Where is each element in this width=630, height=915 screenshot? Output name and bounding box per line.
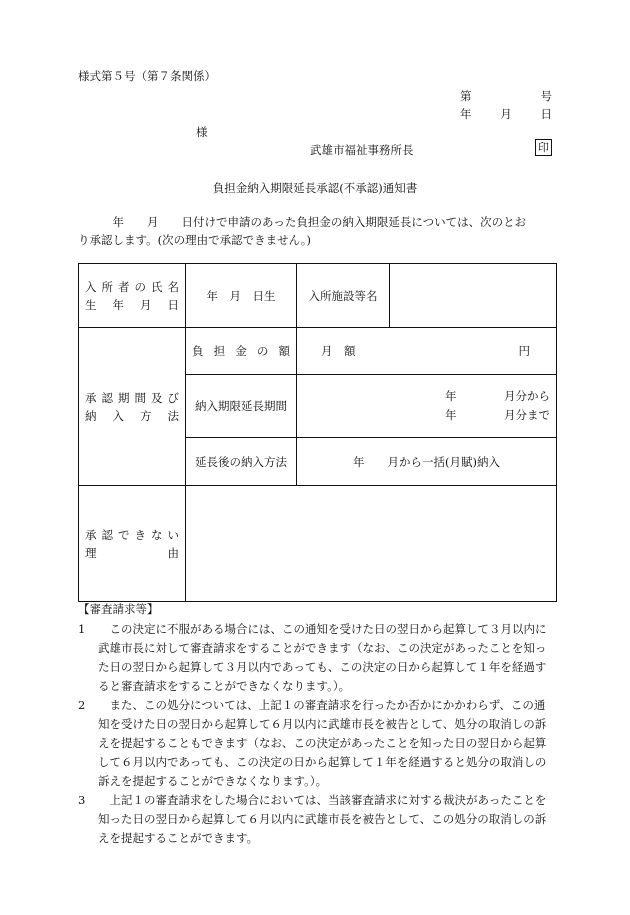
body-text — [78, 213, 556, 249]
label-char: 負 — [192, 344, 204, 358]
body-line-2: り承認します。(次の理由で承認できません。) — [78, 233, 311, 247]
label-char: の — [256, 344, 269, 358]
reason-label-line-1 — [85, 526, 179, 544]
birth-date-cell: 年 月 日生 — [186, 264, 297, 328]
label-char: 方 — [140, 408, 152, 423]
addressee: 様 — [196, 125, 208, 139]
label-char: 名 — [167, 279, 179, 294]
label-char: 認 — [101, 527, 113, 542]
review-clause — [78, 696, 556, 791]
seal-mark: 印 — [535, 139, 552, 156]
extension-period-label: 納入期限延長期間 — [186, 375, 297, 438]
number-prefix: 第 — [460, 89, 472, 103]
facility-value — [390, 264, 557, 328]
label-char: 年 — [112, 297, 124, 312]
reason-label-line-2 — [85, 544, 179, 562]
payment-method-label: 延長後の納入方法 — [186, 438, 297, 486]
label-char: 入 — [85, 279, 97, 294]
extension-period-value — [297, 375, 557, 438]
label-char: 期 — [118, 390, 130, 405]
date-day: 日 — [540, 107, 552, 121]
label-char: 者 — [118, 279, 130, 294]
label-char: 理 — [85, 545, 97, 560]
extension-period-rows — [297, 386, 556, 426]
label-char: い — [167, 527, 179, 542]
label-char: 額 — [278, 344, 290, 358]
resident-label — [79, 264, 186, 328]
label-char: 金 — [235, 344, 247, 358]
clause-text: この決定に不服がある場合には、この通知を受けた日の翌日から起算して３月以内に武雄市長に対して審査請求をすることができます（なお、この決定があったことを知った日の翌日から起算して３月以内であっても、この決定の日から起算して１年を経過すると審査請求をすることができなくなります。）。 — [98, 622, 547, 693]
form-number: 様式第５号（第７条関係） — [78, 69, 216, 83]
label-char: 法 — [167, 408, 179, 423]
payment-method-value: 年 月から一括(月賦)納入 — [297, 438, 557, 486]
to-year: 年 — [445, 408, 457, 422]
label-char: 認 — [101, 390, 113, 405]
approval-period-label-line-2 — [85, 407, 179, 425]
from-year: 年 — [445, 389, 457, 403]
label-char: な — [151, 527, 163, 542]
label-char: で — [118, 527, 130, 542]
amount-unit: 円 — [518, 344, 530, 358]
label-char: 間 — [134, 390, 146, 405]
document-number — [460, 88, 552, 104]
notice-table — [78, 263, 557, 602]
label-char: 氏 — [151, 279, 163, 294]
label-char: 由 — [167, 545, 179, 560]
clause-text: また、この処分については、上記１の審査請求を行ったか否かにかかわらず、この通知を受けた日の翌日から起算して６月以内に武雄市長を被告として、処分の取消しの訴えを提起することもできます（なお、この決定があったことを知った日の翌日から起算して６月以内であっても、この決定の日から起算して１年を経過すると処分の取消しの訴えを提起することができなくなります。）。 — [98, 698, 547, 788]
resident-name-label — [85, 278, 179, 296]
label-char: 承 — [85, 527, 97, 542]
date-month: 月 — [500, 107, 512, 121]
amount-value-row — [297, 343, 556, 359]
amount-label — [186, 328, 297, 375]
label-char: 担 — [213, 344, 226, 358]
amount-monthly: 月 額 — [321, 344, 356, 358]
clause-number: 2 — [78, 698, 86, 712]
issue-date — [460, 106, 552, 122]
review-clauses — [78, 620, 556, 848]
label-char: 日 — [167, 297, 179, 312]
birth-date-label — [85, 296, 179, 314]
number-suffix: 号 — [540, 89, 552, 103]
date-year: 年 — [460, 107, 472, 121]
label-char: 及 — [151, 390, 163, 405]
clause-text: 上記１の審査請求をした場合においては、当該審査請求に対する裁決があったことを知った日の翌日から起算して６月以内に武雄市長を被告として、この処分の取消しの訴えを提起することができます。 — [98, 793, 547, 845]
label-char: 入 — [112, 408, 124, 423]
clause-number: 1 — [78, 622, 86, 636]
label-char: 承 — [85, 390, 97, 405]
amount-value — [297, 328, 557, 375]
from-month: 月分から — [504, 389, 550, 403]
label-char: き — [134, 527, 146, 542]
amount-label-text — [192, 342, 290, 360]
label-char: び — [167, 390, 179, 405]
to-month: 月分まで — [504, 408, 550, 422]
approval-period-label — [79, 328, 186, 486]
body-line-1: 年 月 日付けで申請のあった負担金の納入期限延長については、次のとお — [78, 215, 527, 229]
issuer-name: 武雄市福祉事務所長 — [310, 143, 414, 157]
review-section-title: 【審査請求等】 — [78, 602, 159, 616]
reason-value — [186, 486, 557, 602]
label-char: 月 — [140, 297, 152, 312]
clause-number: 3 — [78, 793, 86, 807]
review-clause — [78, 620, 556, 696]
reason-label — [79, 486, 186, 602]
label-char: 納 — [85, 408, 97, 423]
review-clause — [78, 791, 556, 848]
facility-label: 入所施設等名 — [297, 264, 390, 328]
label-char: 所 — [101, 279, 113, 294]
document-title: 負担金納入期限延長承認(不承認)通知書 — [212, 181, 418, 195]
label-char: の — [134, 279, 146, 294]
label-char: 生 — [85, 297, 97, 312]
approval-period-label-line-1 — [85, 389, 179, 407]
